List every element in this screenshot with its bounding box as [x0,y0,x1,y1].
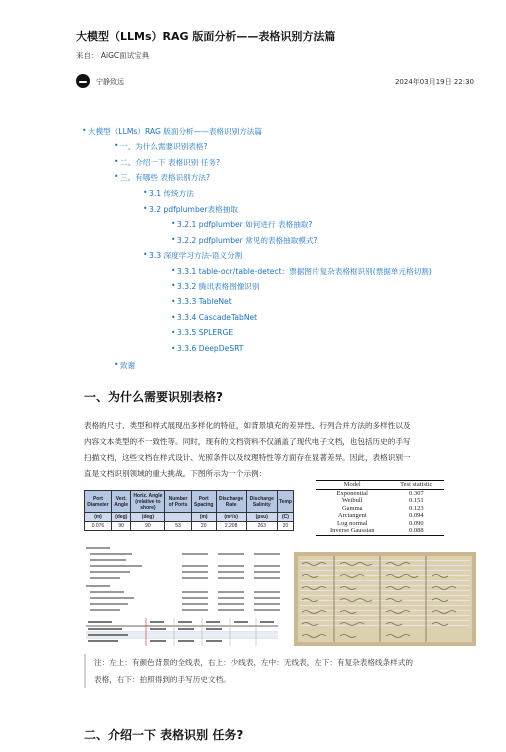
table-header-cell: Discharge Rate [216,491,246,513]
toc-link-3-3[interactable]: • 3.3 深度学习方法-语义分割 [149,250,242,261]
table-cell: 0.076 [85,522,112,531]
table-header-cell: Port Diameter [85,491,112,513]
caption-line: 注：左上：有颜色背景的全线表，右上：少线表，左中：无线表，左下：有复杂表格线条样式的 [94,658,413,667]
toc-link-3-2-1[interactable]: • 3.2.1 pdfplumber 如何进行 表格抽取? [177,219,312,230]
complex-line-table-illustration [86,618,278,646]
paragraph-line: 表格的尺寸、类型和样式展现出多样化的特征，如背景填充的差异性、行列合并方法的多样性以及 [84,421,411,430]
table-unit-cell: (psu) [246,513,277,522]
toc-link-3-3-2[interactable]: • 3.3.2 腾讯表格图像识别 [177,281,260,292]
article-title: 大模型（LLMs）RAG 版面分析——表格识别方法篇 [76,30,336,43]
table-header-cell: Test statistic [389,481,444,490]
borderless-table [86,544,286,614]
article-source: 来自： AiGC面试宝典 [76,51,150,60]
handwritten-document-photo [294,552,476,646]
table-header-cell: Discharge Salinity [246,491,277,513]
table-cell: 0.088 [389,527,444,535]
toc-link-3-3-3[interactable]: • 3.3.3 TableNet [177,297,232,306]
table-cell: 263 [246,522,277,531]
table-header-cell: Vert. Angle [111,491,131,513]
table-cell: Log normal [337,519,368,527]
toc-link-3-1[interactable]: • 3.1 传统方法 [149,188,194,199]
toc-link-title[interactable]: • 大模型（LLMs）RAG 版面分析——表格识别方法篇 [88,126,262,137]
table-cell: 20 [277,522,293,531]
table-unit-cell: (deg) [111,513,131,522]
table-cell: Exponential [336,489,368,497]
toc-link-3-3-4[interactable]: • 3.3.4 CascadeTabNet [177,313,257,322]
paragraph-line: 内容文本类型的不一致性等。同时，现有的文档资料不仅涵盖了现代电子文档，也包括历史的手写 [84,437,411,446]
section-1-paragraph [84,418,474,482]
table-examples-figure [84,480,478,646]
table-unit-cell: (C) [277,513,293,522]
table-cell: 0.123 [408,504,424,512]
toc-link-thanks[interactable]: • 致谢 [120,360,135,371]
table-cell: 0.094 [408,512,424,519]
toc-link-3-2-2[interactable]: • 3.2.2 pdfplumber 常见的表格抽取模式? [177,235,318,246]
three-line-table [316,480,444,540]
table-header-cell: Number of Ports [165,491,191,513]
figure-caption [84,654,476,688]
caption-line: 表格，右下：拍照得到的手写历史文档。 [94,675,231,684]
table-header-cell: Port Spacing [191,491,216,513]
section-2-heading: 二、介绍一下 表格识别 任务? [84,728,244,742]
table-cell: Weibull [342,497,363,504]
table-cell: 0.151 [408,497,424,504]
toc-link-3-2[interactable]: • 3.2 pdfplumber表格抽取 [149,204,238,215]
complex-line-table [86,618,278,646]
table-cell: Gamma [341,504,363,512]
paragraph-line: 直是文档识别领域的重大挑战。下图所示为一个示例： [84,469,267,478]
author-row [76,74,476,90]
table-unit-cell [165,513,191,522]
toc-link-section-1[interactable]: • 一、为什么需要识别表格? [120,141,208,152]
table-cell: 0.307 [408,489,424,497]
full-line-table [84,490,294,538]
table-cell: Arctangent [337,512,367,519]
table-unit-cell: (m³/s) [216,513,246,522]
table-unit-cell: (m) [191,513,216,522]
table-cell: 90 [131,522,165,531]
author-name[interactable]: 宁静致远 [96,78,124,86]
table-unit-cell: (m) [85,513,112,522]
publish-date: 2024年03月19日 22:30 [394,78,474,86]
table-header-cell: Model [316,481,389,490]
table-cell: 90 [111,522,131,531]
table-unit-cell: (deg) [131,513,165,522]
toc-link-3-3-1[interactable]: • 3.3.1 table-ocr/table-detect：票据图片复杂表格框识别(票据单元格切割) [177,266,432,277]
toc-link-section-3[interactable]: • 三、有哪些 表格识别方法? [120,172,210,183]
avatar[interactable] [76,74,90,88]
toc-link-section-2[interactable]: • 二、介绍一下 表格识别 任务? [120,157,220,168]
table-cell: 0.090 [408,519,424,527]
section-1-heading: 一、为什么需要识别表格? [84,390,223,404]
paragraph-line: 扫描文档，这些文档在样式设计、光照条件以及纹理特性等方面存在显著差异。因此，表格识别一 [84,453,411,462]
handwriting-strokes [294,552,476,646]
borderless-table-illustration [86,544,286,614]
table-cell: 2.208 [216,522,246,531]
table-header-cell: Temp [277,491,293,513]
toc-link-3-3-5[interactable]: • 3.3.5 SPLERGE [177,328,233,337]
table-cell: Inverse Gaussian [316,527,389,535]
table-header-cell: Horiz. Angle (relative to shore) [131,491,165,513]
table-cell: 53 [165,522,191,531]
table-cell: 20 [191,522,216,531]
toc-link-3-3-6[interactable]: • 3.3.6 DeepDeSRT [177,344,243,353]
